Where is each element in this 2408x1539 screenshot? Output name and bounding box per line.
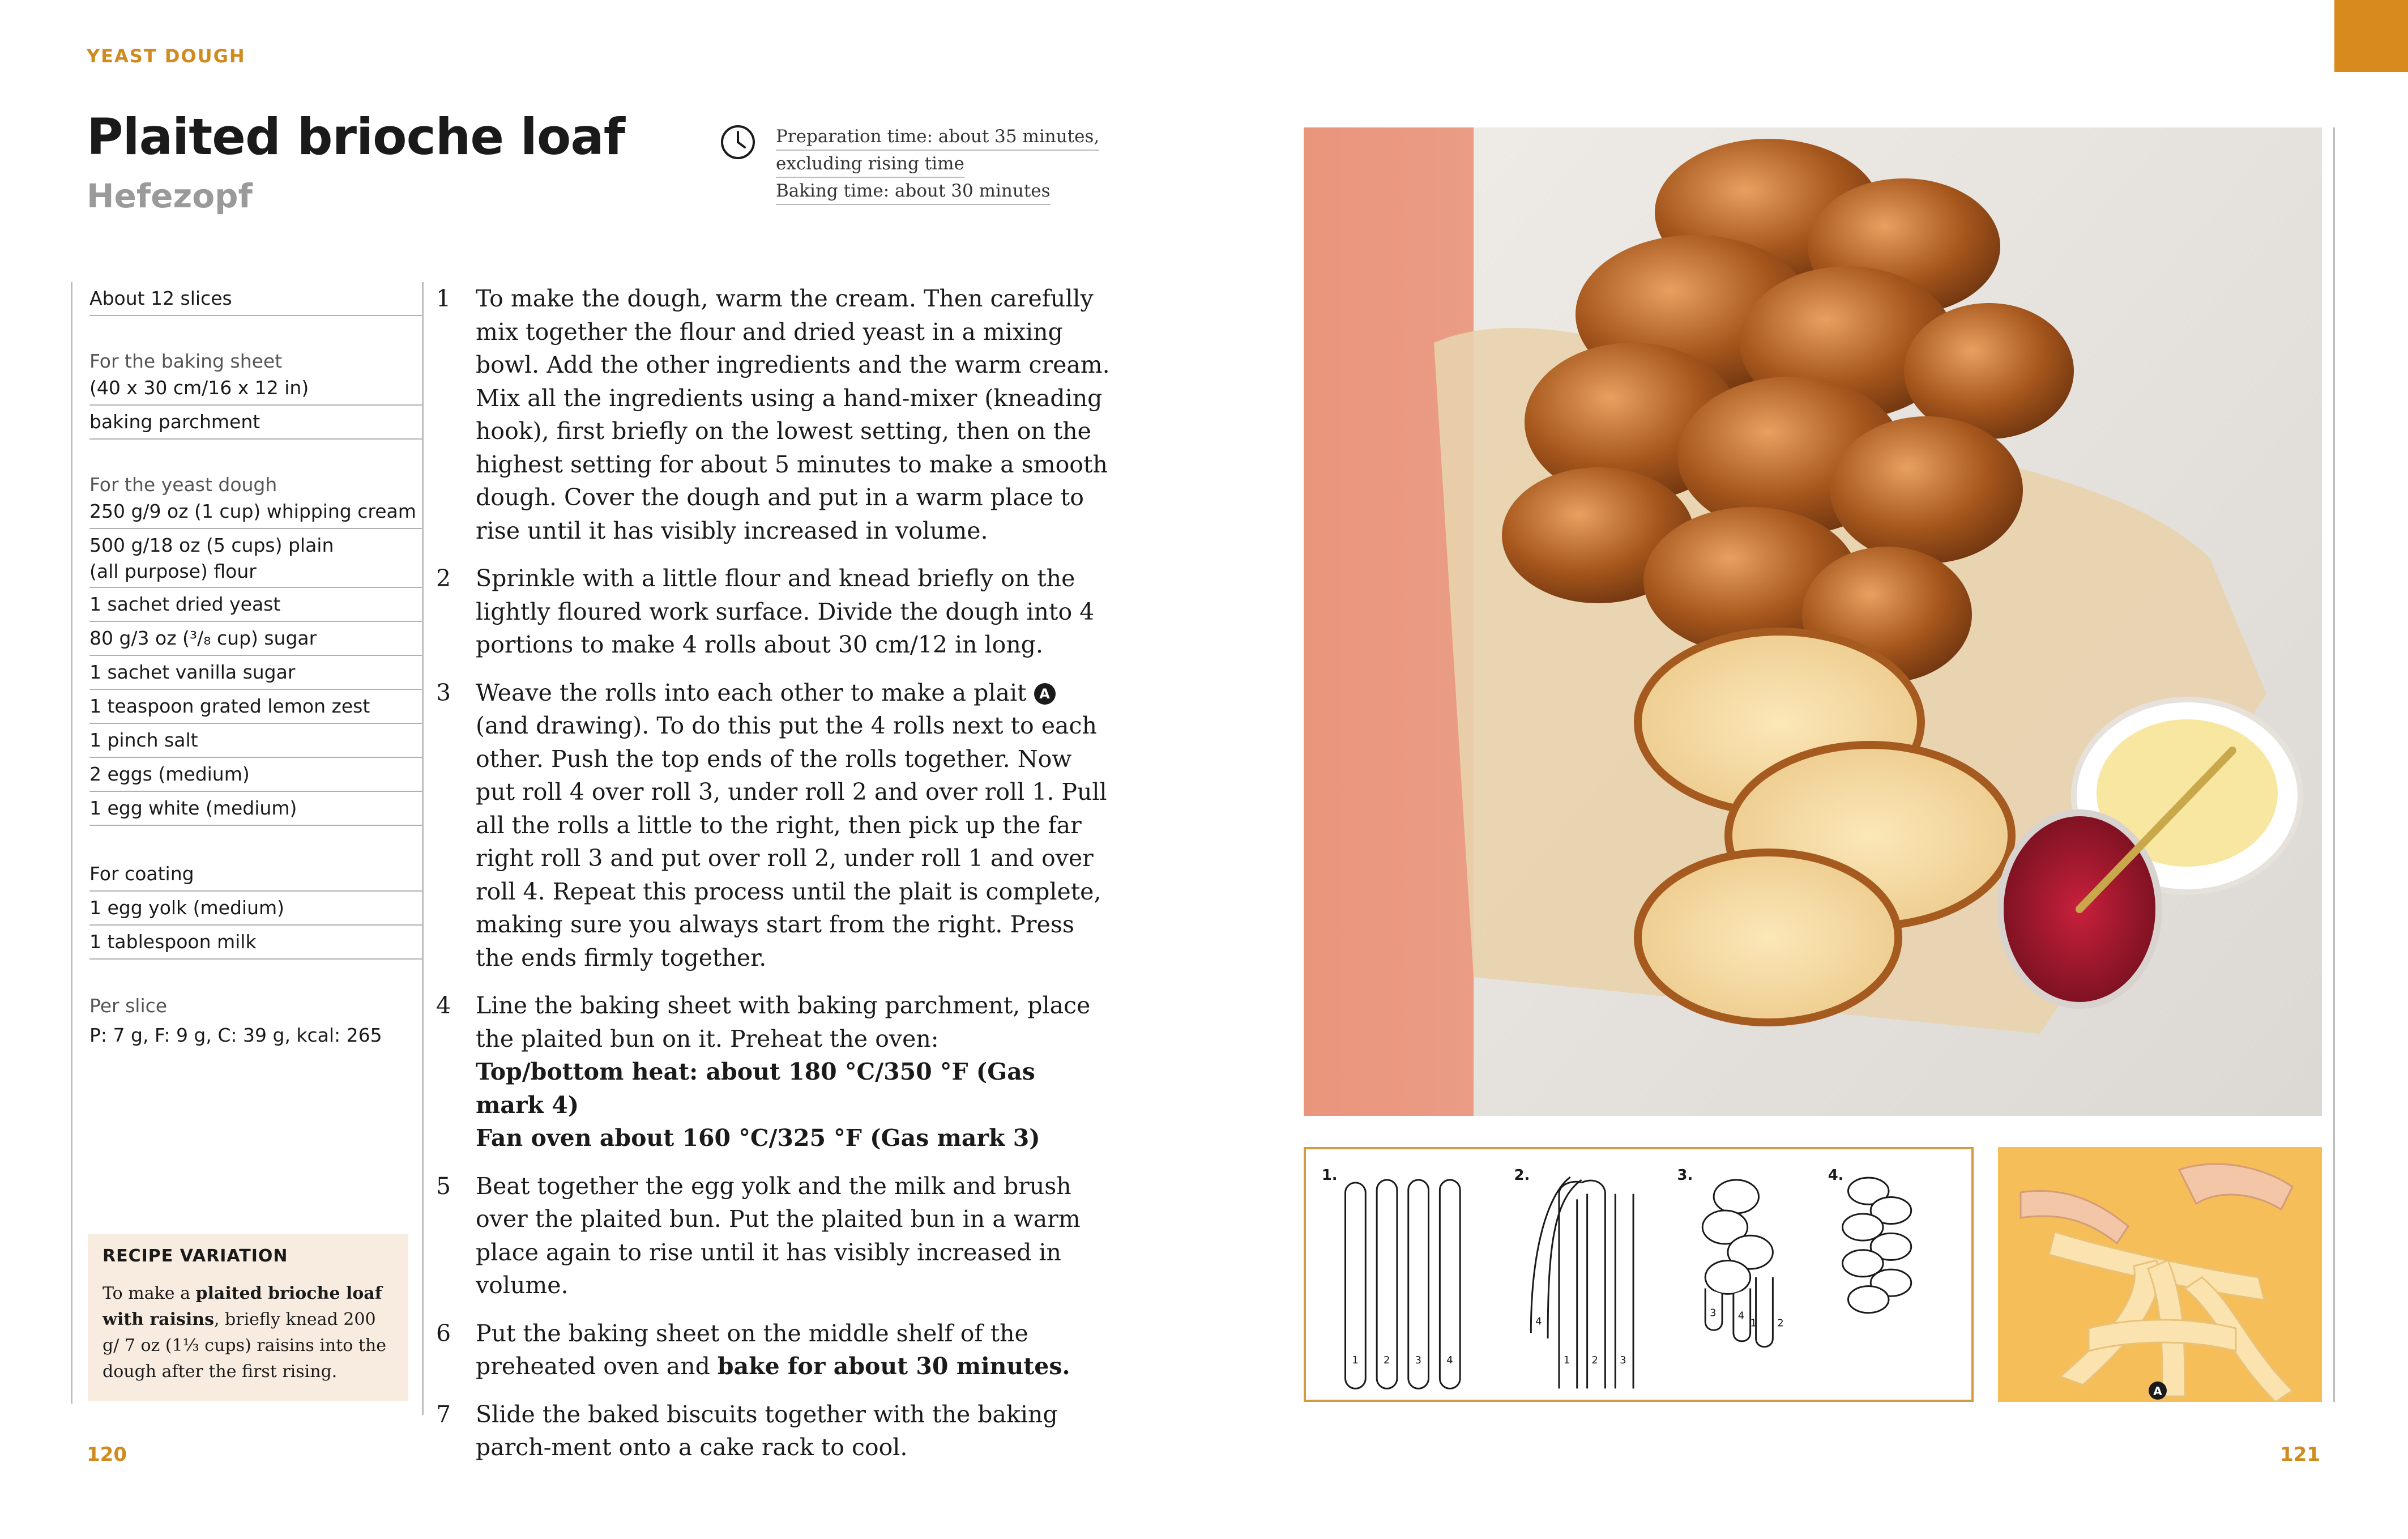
clock-icon bbox=[719, 123, 757, 161]
ingredient-item: 250 g/9 oz (1 cup) whipping cream bbox=[89, 498, 422, 529]
step-item bbox=[436, 676, 1113, 975]
roll-number: 1 bbox=[1352, 1355, 1359, 1367]
method-steps bbox=[422, 282, 1113, 1461]
step-text: To make the dough, warm the cream. Then carefully mix together the flour and dried yeast in a mixing bowl. Add the other ingredients and the warm cream. Mix all the ingredients using a hand-mixer (kneading hook), first briefly on the lowest setting, then on the highest setting for about 5 minutes to make a smooth dough. Cover the dough and put in a warm place to rise until it has visibly increased in volume. bbox=[476, 285, 1110, 544]
ingredient-item bbox=[89, 529, 422, 588]
step-1-label: 1. bbox=[1321, 1167, 1338, 1184]
coating-heading: For coating bbox=[89, 858, 422, 892]
roll-number: 4 bbox=[1535, 1316, 1542, 1328]
section-tag: YEAST DOUGH bbox=[87, 45, 246, 67]
step-4-label: 4. bbox=[1828, 1167, 1844, 1184]
ingredient-item: 2 eggs (medium) bbox=[89, 758, 422, 792]
step-text: Slide the baked biscuits together with the baking parch-ment onto a cake rack to cool. bbox=[476, 1400, 1058, 1461]
ingredient-item: 1 tablespoon milk bbox=[89, 926, 422, 960]
recipe-title: Plaited brioche loaf bbox=[87, 108, 625, 166]
oven-setting-top-bottom: Top/bottom heat: about 180 °C/350 °F (Gas mark 4) bbox=[476, 1058, 1035, 1119]
step-number: 6 bbox=[436, 1319, 451, 1347]
ingredient-item: 1 egg yolk (medium) bbox=[89, 892, 422, 926]
ingredient-text: (all purpose) flour bbox=[89, 560, 257, 582]
roll-number: 3 bbox=[1415, 1355, 1422, 1367]
figure-a-badge: A bbox=[1034, 683, 1056, 705]
ingredient-item: 1 sachet vanilla sugar bbox=[89, 656, 422, 690]
prep-time: Preparation time: about 35 minutes, bbox=[776, 123, 1099, 151]
step-item bbox=[436, 562, 1113, 662]
rising-note: excluding rising time bbox=[776, 151, 964, 178]
recipe-subtitle: Hefezopf bbox=[87, 177, 253, 215]
step-text: Put the baking sheet on the middle shelf of the preheated oven and bake for about 30 minutes. bbox=[476, 1319, 1070, 1380]
ingredient-item: 1 egg white (medium) bbox=[89, 792, 422, 826]
brioche-loaf-photo bbox=[1304, 127, 2322, 1116]
variation-text: To make a plaited brioche loaf with raisins, briefly knead 200 g/ 7 oz (1⅓ cups) raisins into the dough after the first rising. bbox=[103, 1284, 387, 1382]
roll-number: 1 bbox=[1750, 1318, 1757, 1329]
oven-setting-fan: Fan oven about 160 °C/325 °F (Gas mark 3) bbox=[476, 1124, 1040, 1152]
ingredient-item: 1 sachet dried yeast bbox=[89, 588, 422, 622]
roll-number: 2 bbox=[1384, 1355, 1390, 1367]
page-rule bbox=[2333, 127, 2335, 1402]
variation-heading: RECIPE VARIATION bbox=[103, 1246, 288, 1266]
step-text: Sprinkle with a little flour and knead briefly on the lightly floured work surface. Divide the dough into 4 portions to make 4 rolls about 30 cm/12 in long. bbox=[476, 565, 1095, 658]
plaiting-hands-photo bbox=[1998, 1147, 2322, 1402]
ingredient-item: 80 g/3 oz (³/₈ cup) sugar bbox=[89, 622, 422, 656]
roll-number: 4 bbox=[1737, 1310, 1745, 1322]
step-number: 7 bbox=[436, 1400, 451, 1428]
roll-number: 2 bbox=[1591, 1355, 1598, 1367]
step-item bbox=[436, 282, 1113, 547]
step-text: Weave the rolls into each other to make a plait A (and drawing). To do this put the 4 rolls next to each other. Push the top ends of the rolls together. Now put roll 4 over roll 3, under roll 2 and over roll 1. Pull all the rolls a little to the right, then pick up the far right roll 3 and put over roll 2, under roll 1 and over roll 4. Repeat this process until the plait is complete, making sure you always start from the right. Press the ends firmly together. bbox=[476, 679, 1107, 971]
step-2-label: 2. bbox=[1514, 1167, 1530, 1184]
dough-heading: For the yeast dough bbox=[89, 474, 277, 496]
step-number: 1 bbox=[436, 285, 451, 312]
step-number: 4 bbox=[436, 992, 451, 1019]
nutrition-values: P: 7 g, F: 9 g, C: 39 g, kcal: 265 bbox=[89, 1024, 382, 1046]
per-slice-heading: Per slice bbox=[89, 995, 168, 1017]
page-number-right: 121 bbox=[2280, 1443, 2320, 1466]
plaiting-diagram bbox=[1304, 1147, 1974, 1402]
roll-number: 3 bbox=[1710, 1307, 1717, 1319]
recipe-variation-box bbox=[88, 1234, 408, 1401]
step-item bbox=[436, 1317, 1113, 1383]
roll-number: 4 bbox=[1446, 1355, 1453, 1367]
time-info bbox=[719, 123, 1099, 205]
step-number: 5 bbox=[436, 1172, 451, 1200]
step-text: Beat together the egg yolk and the milk and brush over the plaited bun. Put the plaited bun in a warm place again to rise until it has visibly increased in volume. bbox=[476, 1172, 1081, 1299]
roll-number: 3 bbox=[1620, 1355, 1626, 1367]
step-3-label: 3. bbox=[1677, 1167, 1693, 1184]
step-item bbox=[436, 1398, 1113, 1464]
ingredient-item: 1 teaspoon grated lemon zest bbox=[89, 690, 422, 724]
baking-time: Baking time: about 30 minutes bbox=[776, 178, 1051, 205]
step-item bbox=[436, 1170, 1113, 1302]
page-number-left: 120 bbox=[87, 1443, 127, 1466]
sheet-heading: For the baking sheet bbox=[89, 350, 283, 372]
roll-number: 2 bbox=[1777, 1318, 1784, 1329]
step-number: 3 bbox=[436, 679, 451, 706]
step-text: Line the baking sheet with baking parchment, place the plaited bun on it. Preheat the oven: Top/bottom heat: about 180 °C/350 °F (Gas mark 4) Fan oven about 160 °C/325 °F (Gas mark 3) bbox=[476, 992, 1091, 1152]
step-item bbox=[436, 989, 1113, 1155]
sheet-size: (40 x 30 cm/16 x 12 in) bbox=[89, 375, 422, 406]
ingredient-item: baking parchment bbox=[89, 406, 422, 440]
step-number: 2 bbox=[436, 565, 451, 592]
corner-tab bbox=[2334, 0, 2408, 72]
servings: About 12 slices bbox=[89, 282, 422, 316]
ingredient-text: 500 g/18 oz (5 cups) plain bbox=[89, 534, 334, 556]
roll-number: 1 bbox=[1563, 1355, 1570, 1367]
ingredient-item: 1 pinch salt bbox=[89, 724, 422, 758]
photo-a-badge: A bbox=[2153, 1384, 2162, 1398]
